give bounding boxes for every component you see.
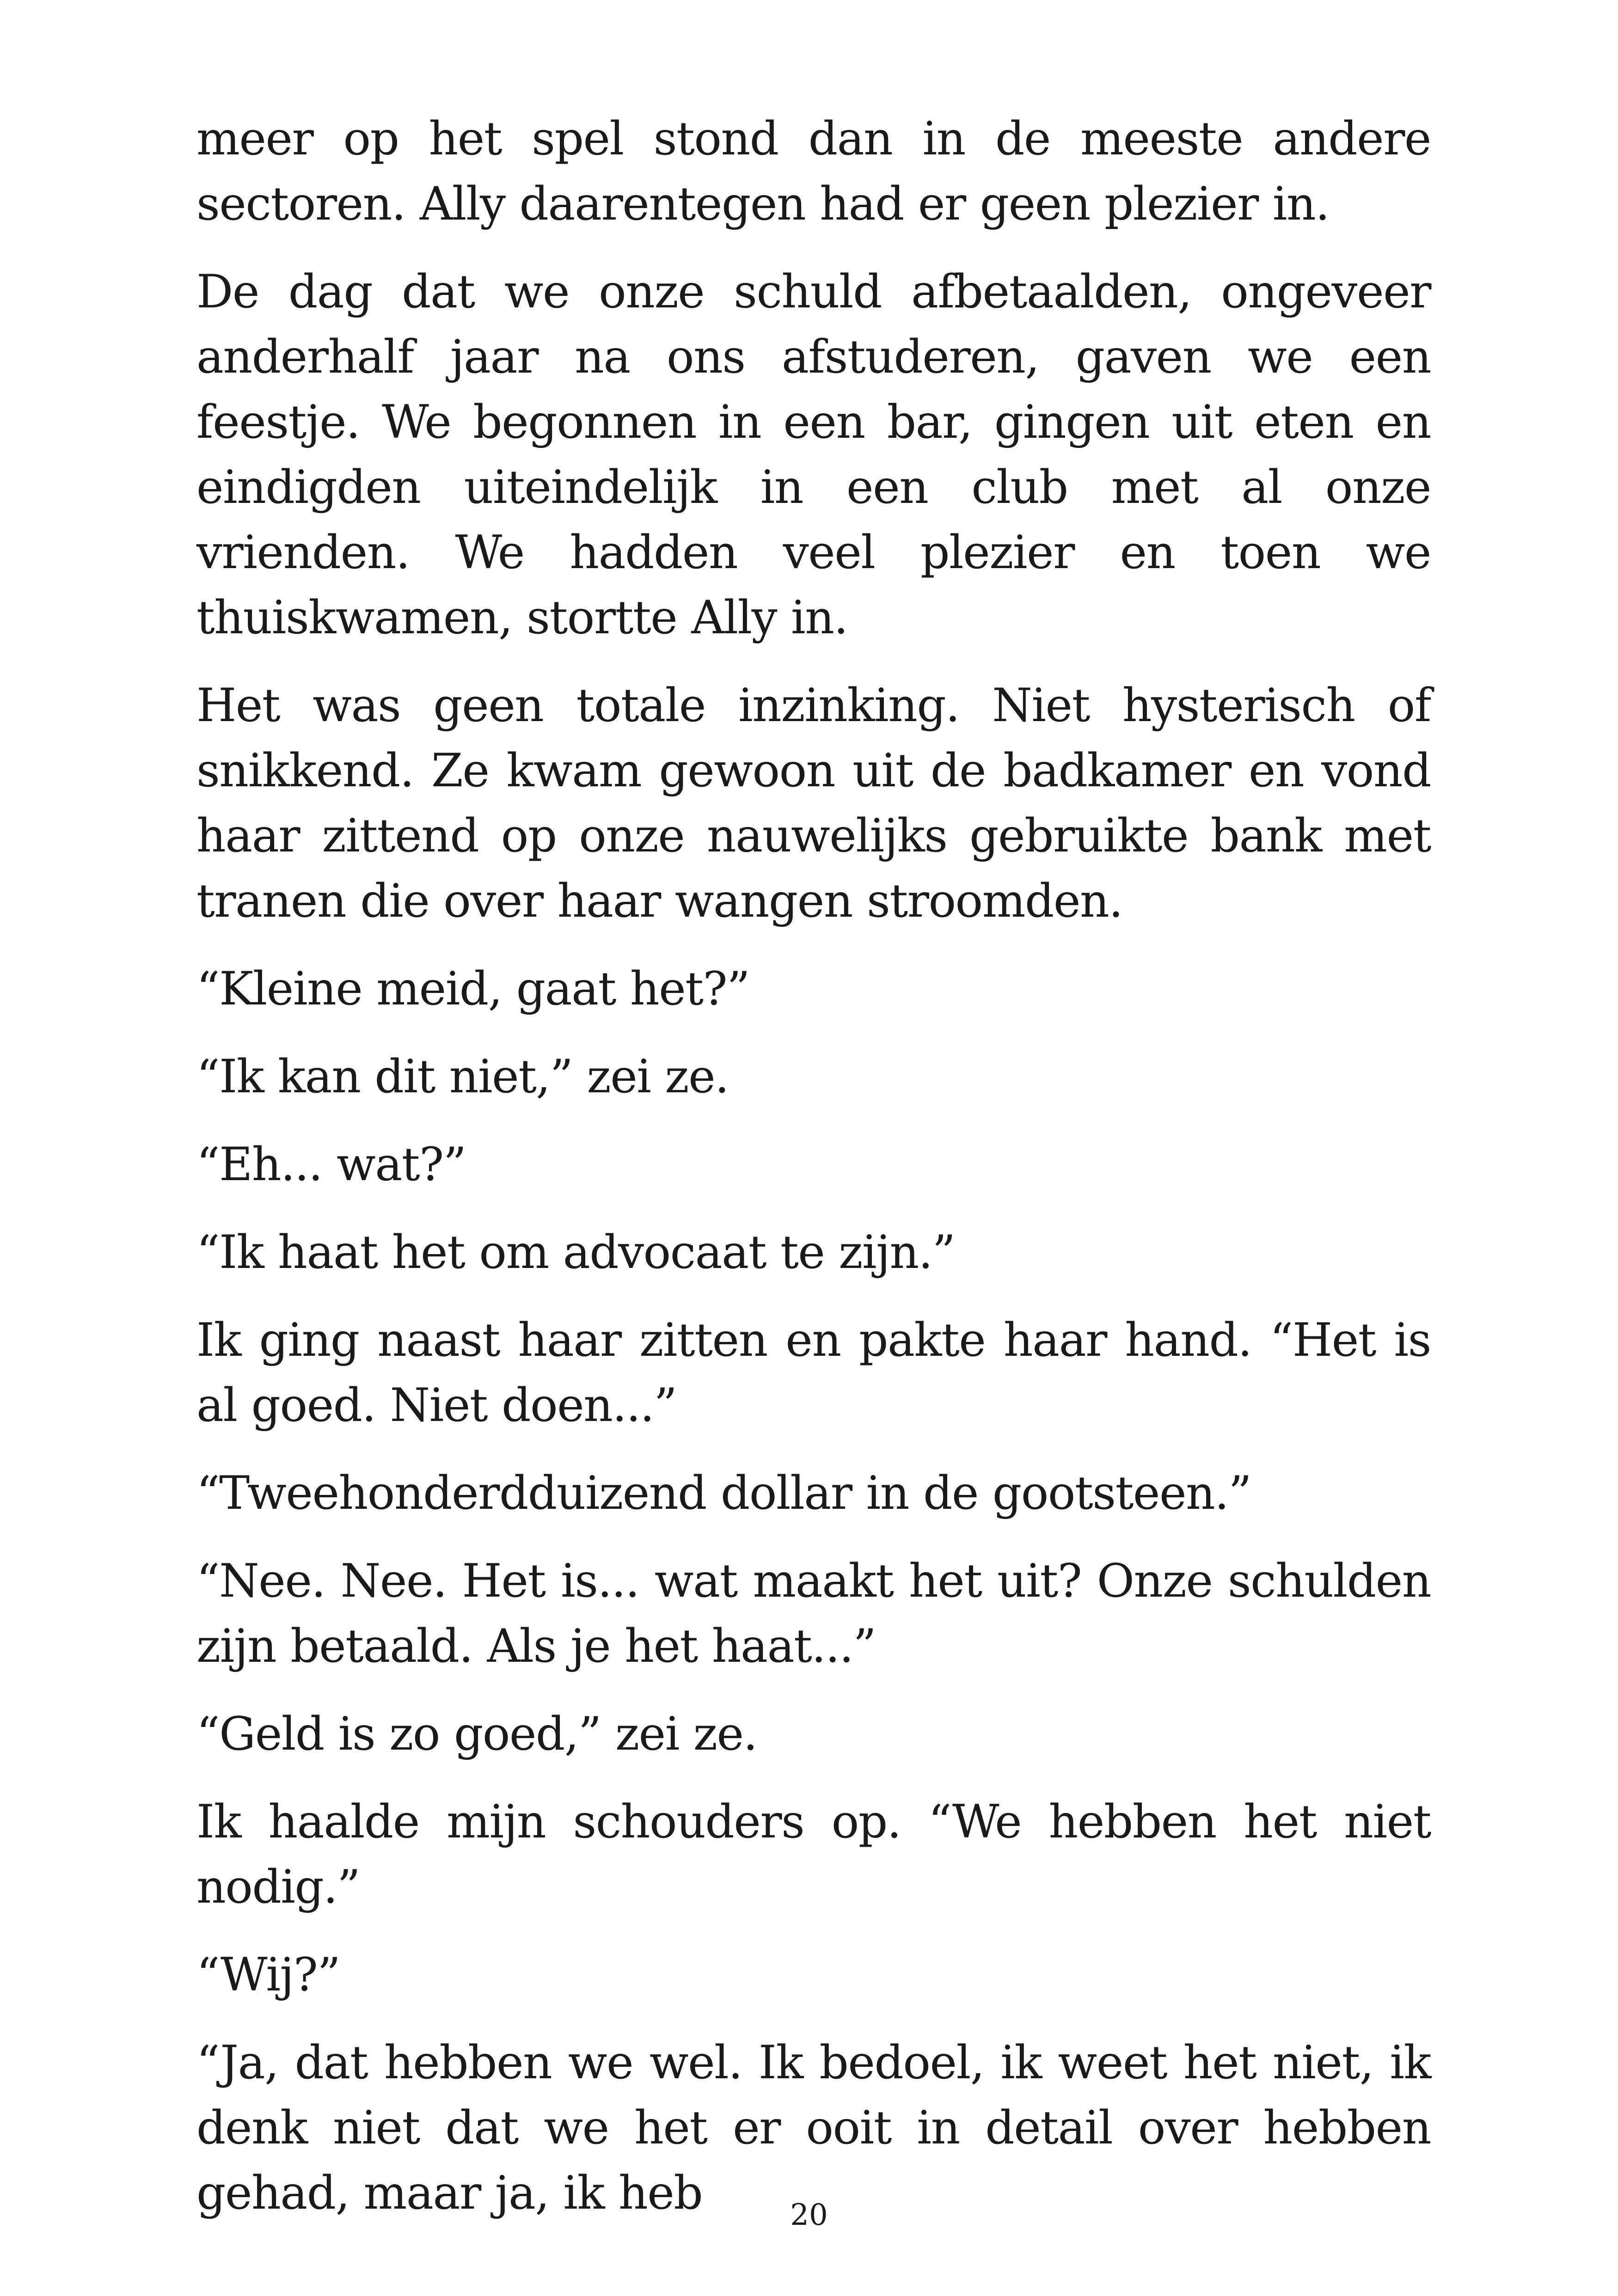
paragraph-12: Ik haalde mijn schouders op. “We hebben het niet nodig.” [196, 1795, 1431, 1914]
paragraph-11: “Geld is zo goed,” zei ze. [196, 1708, 757, 1761]
paragraph-9: “Tweehonderdduizend dollar in de gootsteen.” [196, 1467, 1251, 1520]
paragraph-7: “Ik haat het om advocaat te zijn.” [196, 1226, 955, 1279]
paragraph-13: “Wij?” [196, 1948, 340, 2002]
paragraph-5: “Ik kan dit niet,” zei ze. [196, 1050, 729, 1103]
paragraph-4: “Kleine meid, gaat het?” [196, 962, 750, 1016]
paragraph-6: “Eh... wat?” [196, 1138, 466, 1191]
paragraph-3: Het was geen totale inzinking. Niet hysterisch of snikkend. Ze kwam gewoon uit de badkamer en vond haar zittend op onze nauwelijks gebruikte bank met tranen die over haar wangen stroomden. [196, 679, 1431, 928]
paragraph-10: “Nee. Nee. Het is... wat maakt het uit? Onze schulden zijn betaald. Als je het haat...” [196, 1555, 1431, 1673]
paragraph-8: Ik ging naast haar zitten en pakte haar hand. “Het is al goed. Niet doen...” [196, 1314, 1431, 1432]
paragraph-2: De dag dat we onze schuld afbetaalden, ongeveer anderhalf jaar na ons afstuderen, gaven we een feestje. We begonnen in een bar, gingen uit eten en eindigden uiteindelijk in een club met al onze vrienden. We hadden veel plezier en toen we thuiskwamen, stortte Ally in. [196, 265, 1431, 644]
page-number: 20 [790, 2198, 828, 2232]
paragraph-1: meer op het spel stond dan in de meeste andere sectoren. Ally daarentegen had er geen plezier in. [196, 112, 1431, 231]
paragraph-14: “Ja, dat hebben we wel. Ik bedoel, ik weet het niet, ik denk niet dat we het er ooit in detail over hebben gehad, maar ja, ik heb [196, 2036, 1431, 2220]
body-text [196, 106, 1431, 2248]
